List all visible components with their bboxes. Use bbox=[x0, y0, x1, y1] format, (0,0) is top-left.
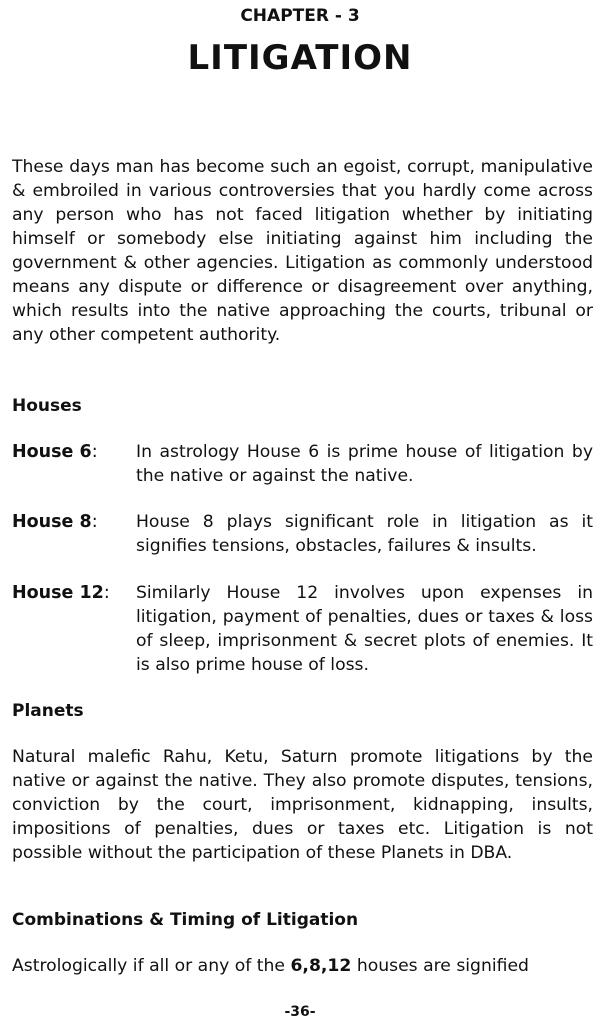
combinations-paragraph bbox=[12, 954, 593, 978]
page-number: -36- bbox=[284, 1004, 316, 1020]
chapter-title: LITIGATION bbox=[187, 38, 413, 78]
house-12-name: House 12 bbox=[12, 583, 104, 603]
house-6-name: House 6 bbox=[12, 442, 92, 462]
planets-heading: Planets bbox=[12, 701, 84, 721]
house-12-sep: : bbox=[103, 583, 110, 603]
house-8-name: House 8 bbox=[12, 512, 92, 532]
chapter-label: CHAPTER - 3 bbox=[240, 6, 360, 26]
house-12-label bbox=[12, 581, 110, 605]
house-12-text: Similarly House 12 involves upon expenses in litigation, payment of penalties, dues or taxes & loss of sleep, imprisonment & secret plots of enemies. It is also prime house of loss. bbox=[136, 583, 593, 675]
houses-heading: Houses bbox=[12, 396, 82, 416]
intro-paragraph: These days man has become such an egoist, corrupt, manipulative & embroiled in various controversies that you hardly come across any person who has not faced litigation whether by initiating himself or somebody else initiating against him including the government & other agencies. Litigation as commonly understood means any dispute or difference or disagreement over anything, which results into the native approaching the courts, tribunal or any other competent authority. bbox=[12, 157, 593, 345]
house-8-label bbox=[12, 510, 98, 534]
house-6-sep: : bbox=[91, 442, 98, 462]
combinations-text-after: houses are signified bbox=[351, 956, 529, 976]
combinations-heading: Combinations & Timing of Litigation bbox=[12, 910, 359, 930]
planets-paragraph: Natural malefic Rahu, Ketu, Saturn promote litigations by the native or against the native. They also promote disputes, tensions, conviction by the court, imprisonment, kidnapping, insults, impositions of penalties, dues or taxes etc. Litigation is not possible without the participation of these Planets in DBA. bbox=[12, 747, 593, 863]
house-8-text: House 8 plays significant role in litigation as it signifies tensions, obstacles, failures & insults. bbox=[136, 512, 593, 556]
house-6-text: In astrology House 6 is prime house of litigation by the native or against the native. bbox=[136, 442, 593, 486]
house-6-label bbox=[12, 440, 98, 464]
combinations-text-before: Astrologically if all or any of the bbox=[12, 956, 291, 976]
combinations-houses: 6,8,12 bbox=[290, 956, 352, 976]
house-8-sep: : bbox=[91, 512, 98, 532]
